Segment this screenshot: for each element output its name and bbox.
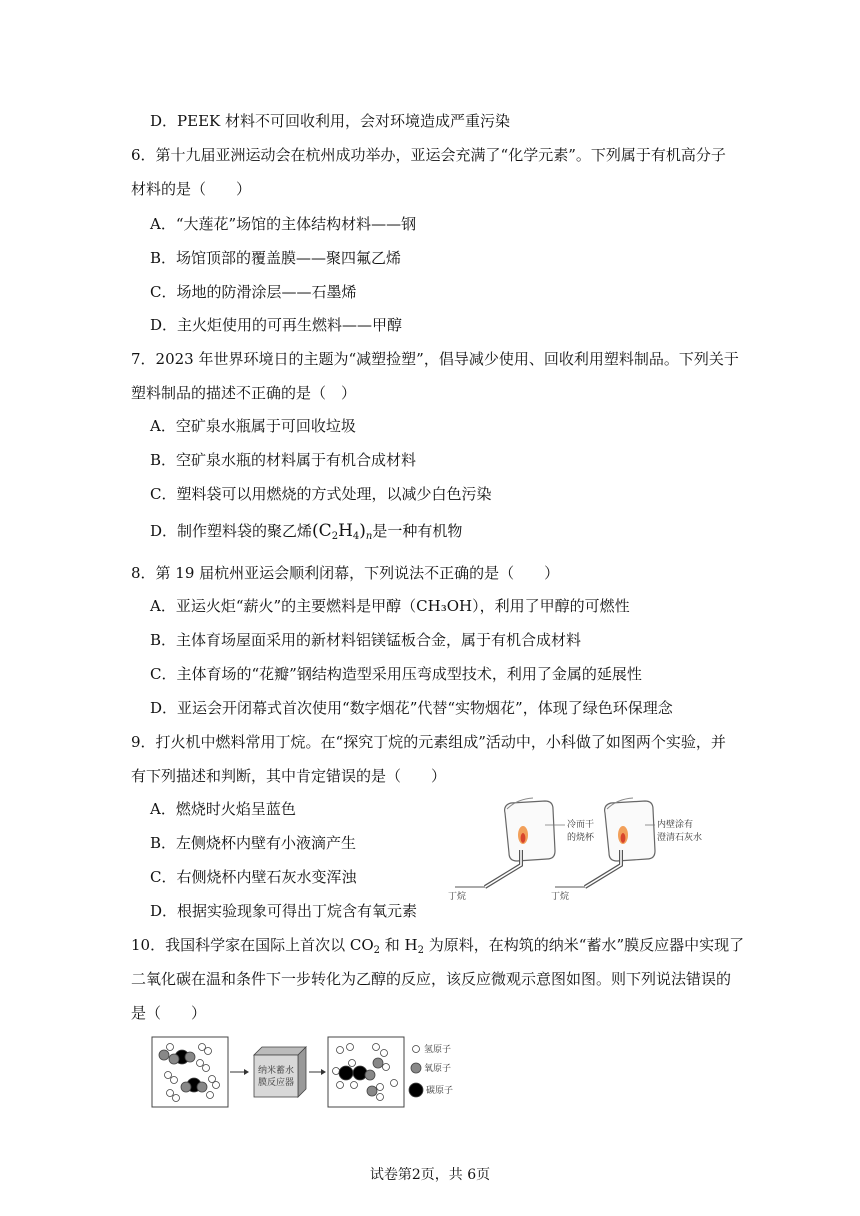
- right-gas-label: 丁烷: [551, 892, 570, 902]
- left-gas-label: 丁烷: [448, 892, 467, 902]
- q9-option-b: B．左侧烧杯内壁有小液滴产生: [150, 834, 357, 852]
- q6-option-c: C．场地的防滑涂层——石墨烯: [150, 283, 357, 301]
- reactor-label-2: 膜反应器: [258, 1078, 295, 1088]
- q7-option-d: [150, 521, 462, 547]
- left-beaker-label-2: 的烧杯: [567, 833, 595, 843]
- q10-stem-line3: 是（ ）: [131, 1004, 207, 1022]
- q6-option-d: D．主火炬使用的可再生燃料——甲醇: [150, 316, 403, 334]
- q7-option-d-tail: 是一种有机物: [372, 522, 463, 540]
- q9-experiment-figure: [445, 795, 735, 910]
- q7-stem-line1: 7．2023 年世界环境日的主题为“减塑捡塑”，倡导减少使用、回收利用塑料制品。下列关于: [131, 350, 739, 368]
- q7-option-c: C．塑料袋可以用燃烧的方式处理，以减少白色污染: [150, 485, 492, 503]
- reactor-label-1: 纳米蓄水: [258, 1066, 295, 1076]
- q8-option-c: C．主体育场的“花瓣”钢结构造型采用压弯成型技术，利用了金属的延展性: [150, 665, 642, 683]
- q8-option-d: D．亚运会开闭幕式首次使用“数字烟花”代替“实物烟花”，体现了绿色环保理念: [150, 699, 673, 717]
- q7-formula: $(C_2H_4)_n$: [312, 521, 373, 542]
- q9-option-a: A．燃烧时火焰呈蓝色: [150, 800, 296, 818]
- q6-option-b: B．场馆顶部的覆盖膜——聚四氟乙烯: [150, 249, 402, 267]
- q9-stem-line2: 有下列描述和判断，其中肯定错误的是（ ）: [131, 767, 447, 785]
- q8-stem: 8．第 19 届杭州亚运会顺利闭幕，下列说法不正确的是（ ）: [131, 564, 560, 582]
- q9-stem-line1: 9．打火机中燃料常用丁烷。在“探究丁烷的元素组成”活动中，小科做了如图两个实验，并: [131, 733, 726, 751]
- q7-option-b: B．空矿泉水瓶的材料属于有机合成材料: [150, 451, 417, 469]
- q7-stem-line2: 塑料制品的描述不正确的是（ ）: [131, 384, 357, 402]
- right-flame-icon: [618, 826, 628, 844]
- page-footer: 试卷第2页，共 6页: [369, 1167, 491, 1183]
- left-beaker: [505, 798, 555, 861]
- q9-option-c: C．右侧烧杯内壁石灰水变浑浊: [150, 868, 357, 886]
- q8-option-a: A．亚运火炬“薪火”的主要燃料是甲醇（CH₃OH），利用了甲醇的可燃性: [150, 597, 630, 615]
- q6-stem-line1: 6．第十九届亚洲运动会在杭州成功举办，亚运会充满了“化学元素”。下列属于有机高分子: [131, 146, 726, 164]
- legend: [409, 1043, 453, 1097]
- right-beaker: [605, 798, 655, 861]
- q7-option-a: A．空矿泉水瓶属于可回收垃圾: [150, 417, 356, 435]
- reactants-box: [152, 1037, 228, 1107]
- q10-stem-line2: 二氧化碳在温和条件下一步转化为乙醇的反应，该反应微观示意图如图。则下列说法错误的: [131, 970, 732, 988]
- carbon-legend-icon: [409, 1083, 423, 1097]
- oxygen-legend-icon: [411, 1063, 421, 1073]
- q10-reaction-figure: [150, 1035, 454, 1110]
- legend-hydrogen-label: 氢原子: [424, 1045, 452, 1055]
- right-beaker-label-1: 内壁涂有: [657, 820, 694, 830]
- legend-oxygen-label: 氧原子: [424, 1064, 452, 1074]
- left-flame-icon: [518, 826, 528, 844]
- q7-option-d-text: D．制作塑料袋的聚乙烯: [150, 522, 313, 540]
- q10-stem-line1: 10．我国科学家在国际上首次以 $CO_2$ 和 $H_2$ 为原料，在构筑的纳米“蓄水”膜反应器中实现了: [131, 936, 745, 956]
- q8-option-b: B．主体育场屋面采用的新材料铝镁锰板合金，属于有机合成材料: [150, 631, 582, 649]
- q9-option-d: D．根据实验现象可得出丁烷含有氧元素: [150, 902, 418, 920]
- left-beaker-label-1: 冷而干: [567, 820, 595, 830]
- legend-carbon-label: 碳原子: [426, 1086, 454, 1096]
- hydrogen-legend-icon: [413, 1046, 420, 1053]
- right-beaker-label-2: 澄清石灰水: [657, 833, 703, 843]
- q6-option-a: A．“大莲花”场馆的主体结构材料——钢: [150, 215, 417, 233]
- q5-option-d: D．PEEK 材料不可回收利用，会对环境造成严重污染: [150, 112, 510, 130]
- q6-stem-line2: 材料的是（ ）: [131, 180, 252, 198]
